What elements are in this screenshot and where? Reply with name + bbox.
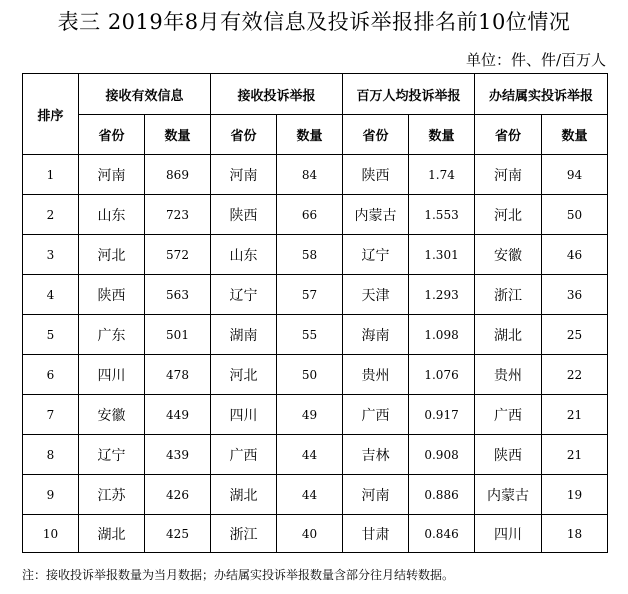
province-cell: 四川 <box>211 395 277 435</box>
quantity-cell: 439 <box>145 435 211 475</box>
page-title: 表三 2019年8月有效信息及投诉举报排名前10位情况 <box>57 10 571 34</box>
quantity-cell: 46 <box>542 235 608 275</box>
rank-cell: 2 <box>23 195 79 235</box>
quantity-cell: 478 <box>145 355 211 395</box>
rank-cell: 4 <box>23 275 79 315</box>
header-province: 省份 <box>343 115 409 155</box>
province-cell: 广西 <box>475 395 542 435</box>
province-cell: 辽宁 <box>211 275 277 315</box>
province-cell: 江苏 <box>79 475 145 515</box>
province-cell: 广东 <box>79 315 145 355</box>
footnote: 注：接收投诉举报数量为当月数据；办结属实投诉举报数量含部分往月结转数据。 <box>22 568 455 582</box>
quantity-cell: 40 <box>277 515 343 553</box>
table-row <box>23 475 608 515</box>
quantity-cell: 426 <box>145 475 211 515</box>
quantity-cell: 449 <box>145 395 211 435</box>
province-cell: 河北 <box>475 195 542 235</box>
province-cell: 河南 <box>211 155 277 195</box>
quantity-cell: 0.846 <box>409 515 475 553</box>
table-row <box>23 275 608 315</box>
province-cell: 陕西 <box>211 195 277 235</box>
quantity-cell: 1.74 <box>409 155 475 195</box>
header-quantity: 数量 <box>409 115 475 155</box>
quantity-cell: 21 <box>542 395 608 435</box>
province-cell: 湖南 <box>211 315 277 355</box>
province-cell: 湖北 <box>79 515 145 553</box>
quantity-cell: 425 <box>145 515 211 553</box>
quantity-cell: 50 <box>542 195 608 235</box>
table-row <box>23 435 608 475</box>
province-cell: 辽宁 <box>79 435 145 475</box>
header-province: 省份 <box>475 115 542 155</box>
header-quantity: 数量 <box>145 115 211 155</box>
table-row <box>23 155 608 195</box>
province-cell: 河南 <box>343 475 409 515</box>
quantity-cell: 55 <box>277 315 343 355</box>
province-cell: 四川 <box>475 515 542 553</box>
province-cell: 山东 <box>211 235 277 275</box>
quantity-cell: 0.886 <box>409 475 475 515</box>
rank-cell: 6 <box>23 355 79 395</box>
header-rank: 排序 <box>23 74 79 155</box>
table-row <box>23 515 608 553</box>
rank-cell: 9 <box>23 475 79 515</box>
quantity-cell: 1.301 <box>409 235 475 275</box>
quantity-cell: 84 <box>277 155 343 195</box>
table-row <box>23 315 608 355</box>
quantity-cell: 19 <box>542 475 608 515</box>
table-row <box>23 195 608 235</box>
province-cell: 河北 <box>79 235 145 275</box>
quantity-cell: 22 <box>542 355 608 395</box>
quantity-cell: 66 <box>277 195 343 235</box>
province-cell: 安徽 <box>79 395 145 435</box>
province-cell: 河南 <box>475 155 542 195</box>
header-group-resolved: 办结属实投诉举报 <box>475 74 608 115</box>
province-cell: 天津 <box>343 275 409 315</box>
ranking-table <box>22 73 608 553</box>
rank-cell: 1 <box>23 155 79 195</box>
rank-cell: 3 <box>23 235 79 275</box>
table-row <box>23 235 608 275</box>
header-group-complaints: 接收投诉举报 <box>211 74 343 115</box>
province-cell: 山东 <box>79 195 145 235</box>
quantity-cell: 723 <box>145 195 211 235</box>
province-cell: 海南 <box>343 315 409 355</box>
quantity-cell: 44 <box>277 435 343 475</box>
province-cell: 贵州 <box>475 355 542 395</box>
header-quantity: 数量 <box>542 115 608 155</box>
header-province: 省份 <box>211 115 277 155</box>
quantity-cell: 0.917 <box>409 395 475 435</box>
province-cell: 河北 <box>211 355 277 395</box>
province-cell: 湖北 <box>475 315 542 355</box>
header-quantity: 数量 <box>277 115 343 155</box>
quantity-cell: 0.908 <box>409 435 475 475</box>
province-cell: 陕西 <box>343 155 409 195</box>
quantity-cell: 18 <box>542 515 608 553</box>
province-cell: 辽宁 <box>343 235 409 275</box>
quantity-cell: 36 <box>542 275 608 315</box>
quantity-cell: 50 <box>277 355 343 395</box>
province-cell: 吉林 <box>343 435 409 475</box>
rank-cell: 8 <box>23 435 79 475</box>
province-cell: 内蒙古 <box>343 195 409 235</box>
quantity-cell: 563 <box>145 275 211 315</box>
province-cell: 河南 <box>79 155 145 195</box>
quantity-cell: 572 <box>145 235 211 275</box>
header-group-per-million: 百万人均投诉举报 <box>343 74 475 115</box>
province-cell: 陕西 <box>79 275 145 315</box>
header-province: 省份 <box>79 115 145 155</box>
table-row <box>23 355 608 395</box>
quantity-cell: 94 <box>542 155 608 195</box>
province-cell: 甘肃 <box>343 515 409 553</box>
header-group-valid-info: 接收有效信息 <box>79 74 211 115</box>
quantity-cell: 869 <box>145 155 211 195</box>
rank-cell: 5 <box>23 315 79 355</box>
province-cell: 四川 <box>79 355 145 395</box>
province-cell: 安徽 <box>475 235 542 275</box>
quantity-cell: 58 <box>277 235 343 275</box>
province-cell: 广西 <box>343 395 409 435</box>
province-cell: 湖北 <box>211 475 277 515</box>
quantity-cell: 44 <box>277 475 343 515</box>
quantity-cell: 25 <box>542 315 608 355</box>
quantity-cell: 1.098 <box>409 315 475 355</box>
quantity-cell: 21 <box>542 435 608 475</box>
province-cell: 陕西 <box>475 435 542 475</box>
unit-label: 单位：件、件/百万人 <box>465 51 606 69</box>
province-cell: 浙江 <box>211 515 277 553</box>
rank-cell: 7 <box>23 395 79 435</box>
quantity-cell: 1.076 <box>409 355 475 395</box>
quantity-cell: 57 <box>277 275 343 315</box>
quantity-cell: 501 <box>145 315 211 355</box>
province-cell: 贵州 <box>343 355 409 395</box>
rank-cell: 10 <box>23 515 79 553</box>
province-cell: 广西 <box>211 435 277 475</box>
quantity-cell: 1.293 <box>409 275 475 315</box>
province-cell: 内蒙古 <box>475 475 542 515</box>
table-row <box>23 395 608 435</box>
province-cell: 浙江 <box>475 275 542 315</box>
quantity-cell: 1.553 <box>409 195 475 235</box>
quantity-cell: 49 <box>277 395 343 435</box>
